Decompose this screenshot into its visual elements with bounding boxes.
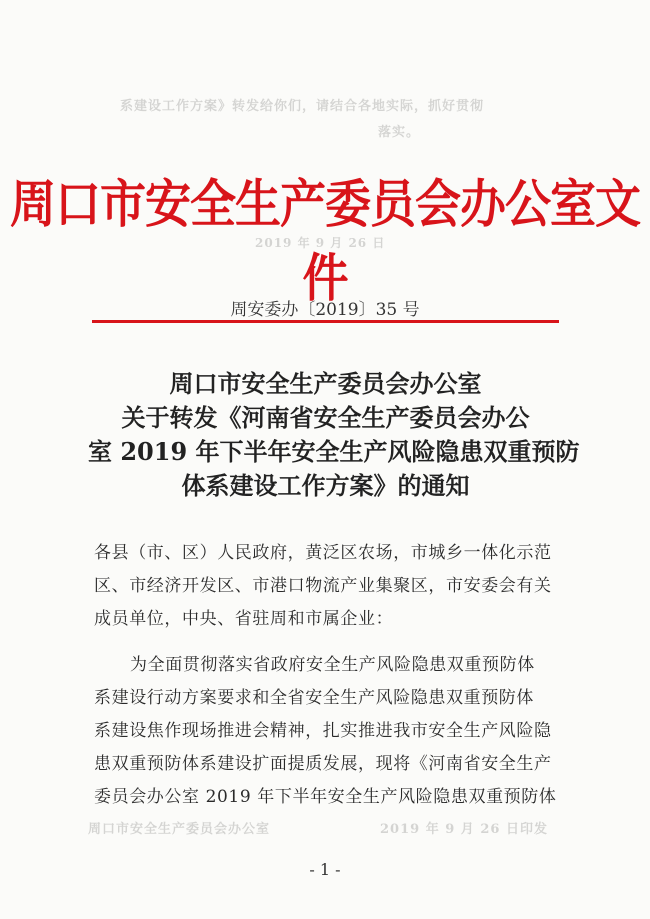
body-paragraph-line: 委员会办公室 2019 年下半年安全生产风险隐患双重预防体 (94, 787, 557, 807)
document-number: 周安委办〔2019〕35 号 (230, 300, 420, 320)
bleed-through-text: 落实。 (378, 125, 421, 140)
body-paragraph-line: 系建设行动方案要求和全省安全生产风险隐患双重预防体 (94, 688, 534, 708)
bleed-through-text: 周口市安全生产委员会办公室 (88, 822, 271, 837)
bleed-through-text: 系建设工作方案》转发给你们，请结合各地实际，抓好贯彻 (120, 99, 485, 114)
addressee-line: 各县（市、区）人民政府，黄泛区农场，市城乡一体化示范 (94, 543, 552, 563)
red-separator-line (92, 320, 559, 323)
letterhead-title: 周口市安全生产委员会办公室文件 (10, 174, 640, 309)
body-paragraph-line: 为全面贯彻落实省政府安全生产风险隐患双重预防体 (130, 655, 535, 675)
addressee-line: 成员单位，中央、省驻周和市属企业： (94, 609, 394, 629)
bleed-through-text: 2019 年 9 月 26 日印发 (380, 822, 548, 837)
body-paragraph-line: 系建设焦作现场推进会精神，扎实推进我市安全生产风险隐 (94, 721, 552, 741)
page-number: - 1 - (309, 860, 341, 879)
addressee-line: 区、市经济开发区、市港口物流产业集聚区，市安委会有关 (94, 576, 552, 596)
notice-title-line: 体系建设工作方案》的通知 (181, 471, 470, 500)
notice-title-line: 周口市安全生产委员会办公室 (169, 369, 482, 398)
bleed-through-text: 2019 年 9 月 26 日 (255, 236, 386, 250)
body-paragraph-line: 患双重预防体系建设扩面提质发展，现将《河南省安全生产 (94, 754, 552, 774)
notice-title-line: 关于转发《河南省安全生产委员会办公 (121, 403, 530, 432)
notice-title-line: 室 2019 年下半年安全生产风险隐患双重预防 (88, 437, 580, 466)
